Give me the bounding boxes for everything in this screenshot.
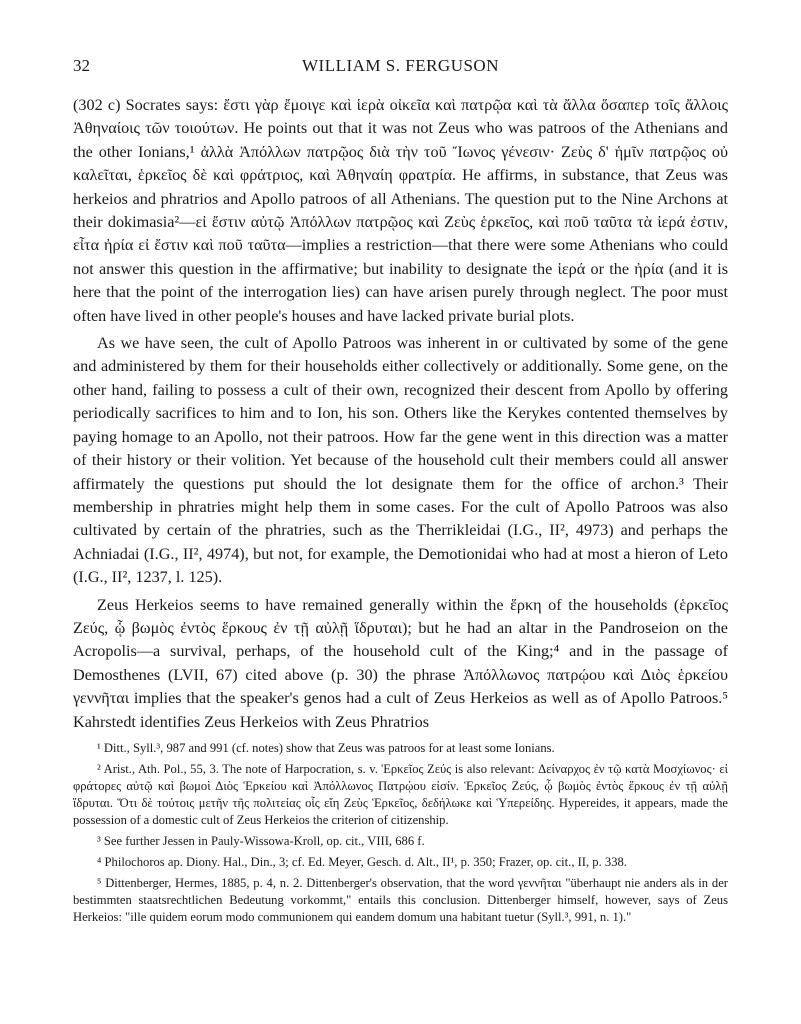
page-header <box>73 56 728 80</box>
footnote: ¹ Ditt., Syll.³, 987 and 991 (cf. notes) show that Zeus was patroos for at least some Ionians. <box>97 741 555 755</box>
footnote: ⁴ Philochoros ap. Diony. Hal., Din., 3; cf. Ed. Meyer, Gesch. d. Alt., II¹, p. 350; Frazer, op. cit., II, p. 338. <box>97 855 627 869</box>
running-head: WILLIAM S. FERGUSON <box>302 56 499 75</box>
body-paragraph: Zeus Herkeios seems to have remained generally within the ἕρκη of the households (ἑρκεῖος Ζεύς, ᾧ βωμὸς ἐντὸς ἕρκους ἐν τῇ αὐλῇ ἵδρυται); but he had an altar in the Pandroseion on the Acropolis—a survival, perhaps, of the household cult of the King;⁴ and in the passage of Demosthenes (LVII, 67) cited above (p. 30) the phrase Ἀπόλλωνος πατρῴου καὶ Διὸς ἑρκείου γεννῆται implies that the speaker's genos had a cult of Zeus Herkeios as well as of Apollo Patroos.⁵ Kahrstedt identifies Zeus Herkeios with Zeus Phratrios <box>73 595 728 731</box>
page-number: 32 <box>73 56 90 75</box>
footnote: ³ See further Jessen in Pauly-Wissowa-Kroll, op. cit., VIII, 686 f. <box>97 834 425 848</box>
body-paragraph: (302 c) Socrates says: ἔστι γὰρ ἔμοιγε καὶ ἱερὰ οἰκεῖα καὶ πατρῷα καὶ τὰ ἄλλα ὅσαπερ τοῖς ἄλλοις Ἀθηναίοις τῶν τοιούτων. He points out that it was not Zeus who was patroos of the Athenians and the other Ionians,¹ ἀλλὰ Ἀπόλλων πατρῷος διὰ τὴν τοῦ Ἴωνος γένεσιν· Ζεὺς δ' ἡμῖν πατρῷος οὐ καλεῖται, ἑρκεῖος δὲ καὶ φράτριος, καὶ Ἀθηναίη φρατρία. He affirms, in substance, that Zeus was herkeios and phratrios and Apollo patroos of all Athenians. The question put to the Nine Archons at their dokimasia²—εἰ ἔστιν αὐτῷ Ἀπόλλων πατρῷος καὶ Ζεὺς ἑρκεῖος, καὶ ποῦ ταῦτα τὰ ἱερά ἐστιν, εἶτα ἠρία εἰ ἔστιν καὶ ποῦ ταῦτα—implies a restriction—that there were some Athenians who could not answer this question in the affirmative; but inability to designate the ἱερά or the ἠρία (and it is here that the point of the interrogation lies) can have arisen purely through neglect. The poor must often have lived in other people's houses and have lacked private burial plots. <box>73 96 728 325</box>
footnotes <box>73 740 728 930</box>
footnote: ² Arist., Ath. Pol., 55, 3. The note of Harpocration, s. v. Ἑρκεῖος Ζεύς is also relevant: Δείναρχος ἐν τῷ κατὰ Μοσχίωνος· εἰ φράτορες αὐτῷ καὶ βωμοὶ Διὸς Ἑρκείου καὶ Ἀπόλλωνος Πατρῴου εἰσίν. Ἑρκεῖος Ζεύς, ᾧ βωμὸς ἐντὸς ἕρκους ἐν τῇ αὐλῇ ἵδρυται. Ὅτι δὲ τούτοις μετῆν τῆς πολιτείας οἷς εἴη Ζεὺς Ἑρκεῖος, δεδήλωκε καὶ Ὑπερείδης. Hypereides, it appears, made the possession of a domestic cult of Zeus Herkeios the criterion of citizenship. <box>73 762 728 827</box>
body-text <box>73 94 728 734</box>
footnote: ⁵ Dittenberger, Hermes, 1885, p. 4, n. 2. Dittenberger's observation, that the word γεννῆται "überhaupt nie anders als in der bestimmten staatsrechtlichen Bedeutung vorkommt," entails this conclusion. Dittenberger himself, however, says of Zeus Herkeios: "ille quidem eorum modo communionem qui eandem domum una habitant tuetur (Syll.³, 991, n. 1)." <box>73 876 728 924</box>
body-paragraph: As we have seen, the cult of Apollo Patroos was inherent in or cultivated by some of the gene and administered by them for their households either collectively or additionally. Some gene, on the other hand, failing to possess a cult of their own, recognized their descent from Apollo by offering periodically sacrifices to him and to Ion, his son. Others like the Kerykes contented themselves by paying homage to an Apollo, not their patroos. How far the gene went in this direction was a matter of their history or their volition. Yet because of the household cult their members could all answer affirmately the questions put should the lot designate them for the office of archon.³ Their membership in phratries might help them in some cases. For the cult of Apollo Patroos was also cultivated by certain of the phratries, such as the Therrikleidai (I.G., II², 4973) and perhaps the Achniadai (I.G., II², 4974), but not, for example, the Demotionidai who had at most a hieron of Leto (I.G., II², 1237, l. 125). <box>73 334 728 587</box>
